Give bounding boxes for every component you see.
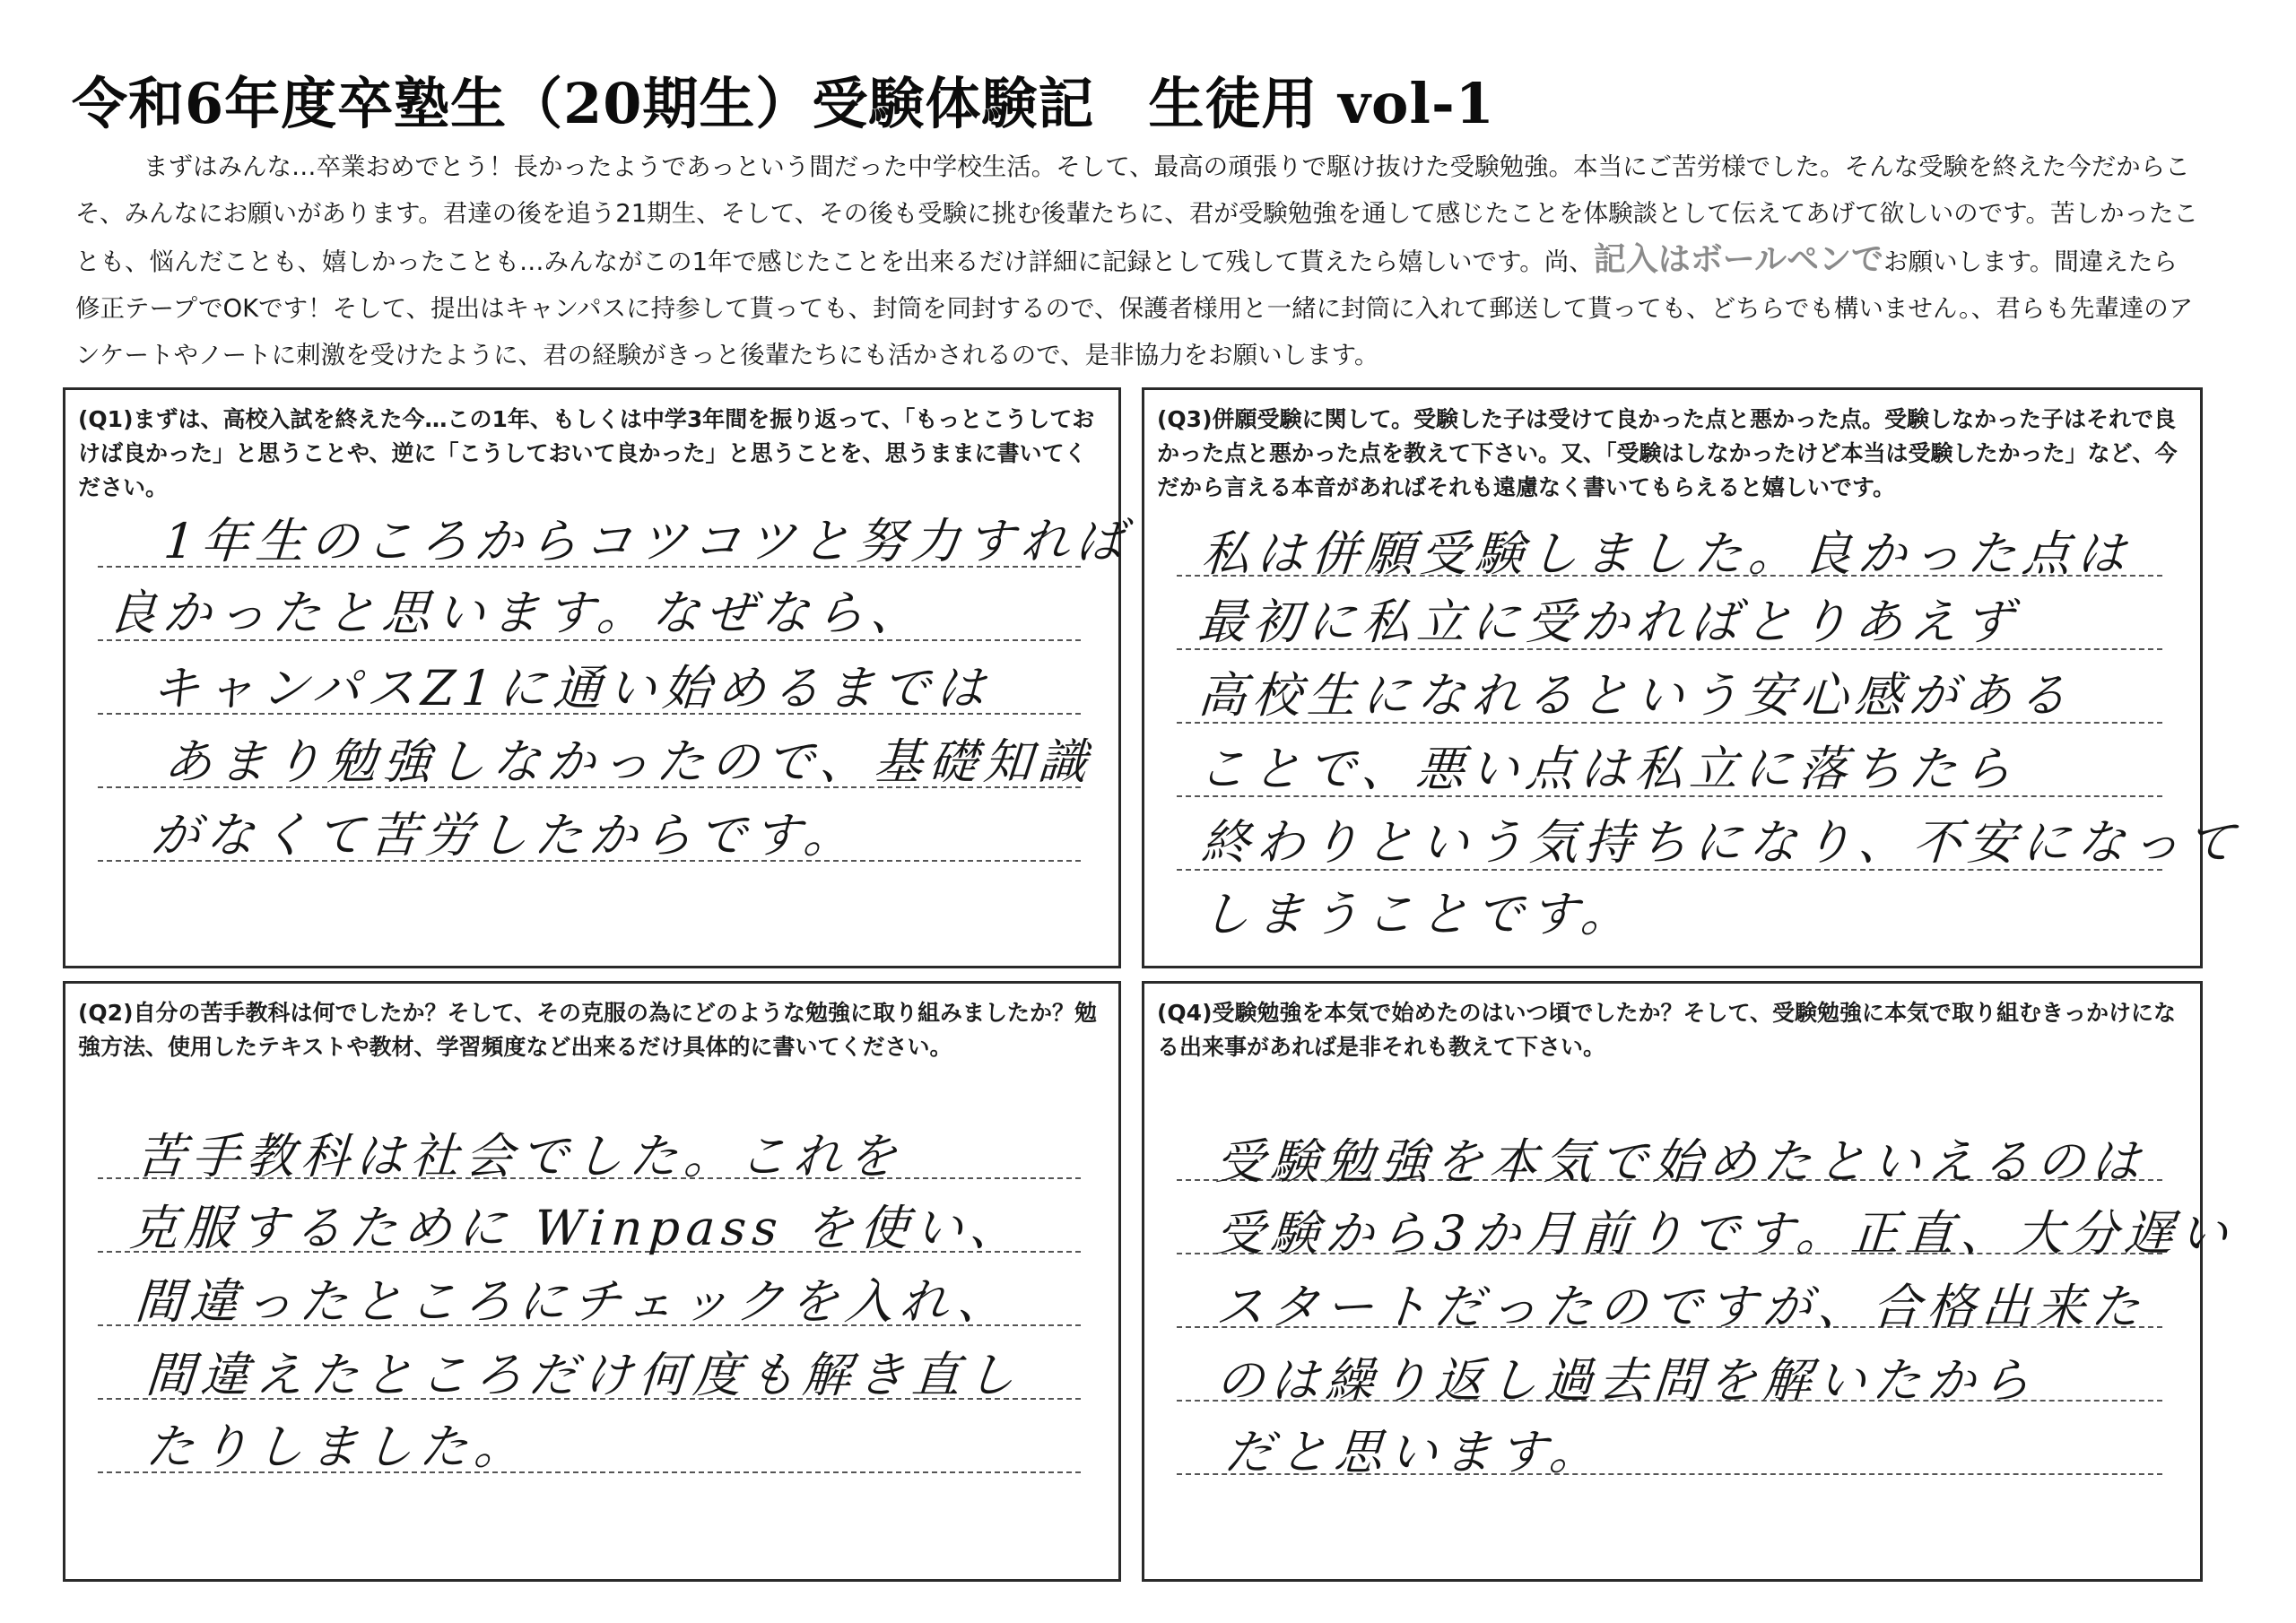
q4-box (1142, 981, 2236, 1582)
q1-answer-line-4: あまり勉強しなかったので、基礎知識 (161, 733, 1095, 790)
q2-answer-line-4: 間違えたところだけ何度も解き直し (144, 1347, 1023, 1403)
q4-answer-line-1: 受験勉強を本気で始めたといえるのは (1213, 1133, 2148, 1190)
q4-answer-line-4: のは繰り返し過去問を解いたから (1213, 1352, 2039, 1409)
q3-answer-line-1: 私は併願受験しました。良かった点は (1199, 525, 2134, 582)
q3-question: (Q3)併願受験に関して。受験した子は受けて良かった点と悪かった点。受験しなかった子はそれで良かった点と悪かった点を教えて下さい。又、「受験はしなかったけど本当は受験したかった」など、今だから言える本音があればそれも遠慮なく書いてもらえると嬉しいです。 (1157, 406, 2178, 500)
q1-box (63, 387, 1133, 968)
q4-question: (Q4)受験勉強を本気で始めたのはいつ頃でしたか？そして、受験勉強に本気で取り組むきっかけになる出来事があれば是非それも教えて下さい。 (1157, 1000, 2177, 1060)
q4-answer-line-5: だと思います。 (1222, 1424, 1606, 1480)
intro-emphasis-tail: で (1851, 241, 1884, 278)
q3-answer-line-3: 高校生になれるという安心感がある (1196, 667, 2075, 724)
intro-emphasis: 記入はボールペン (1593, 241, 1852, 278)
q2-box (63, 981, 1121, 1582)
q4-answer-line-2: 受験から3か月前りです。正直、大分遅い (1213, 1205, 2236, 1262)
q3-answer-line-6: しまうことです。 (1199, 886, 1638, 942)
q1-answer-line-2: 良かったと思います。なぜなら、 (106, 585, 927, 641)
title-sub: 生徒用 vol-1 (1148, 71, 1495, 136)
intro-text-before: まずはみんな…卒業おめでとう！長かったようであっという間だった中学校生活。そして、最高の頑張りで駆け抜けた受験勉強。本当にご苦労様でした。そんな受験を終えた今だからこそ、みんなにお願いがあります。君達の後を追う21期生、そして、その後も受験に挑む後輩たちに、君が受験勉強を通して感じたことを体験談として伝えてあげて欲しいのです。苦しかったことも、悩んだことも、嬉しかったことも…みんながこの1年で感じたことを出来るだけ詳細に記録として残して貰えたら嬉しいです。尚、 (75, 152, 2198, 276)
q1-answer-line-3: キャンパスZ1に通い始めるまでは (149, 660, 994, 716)
q1-answer-line-1: 1年生のころからコツコツと努力すれば (161, 513, 1133, 569)
q3-answer-line-5: 終わりという気持ちになり、不安になって (1199, 814, 2243, 871)
q2-answer-line-5: たりしました。 (144, 1419, 531, 1475)
q3-answer-line-2: 最初に私立に受かればとりあえず (1196, 594, 2021, 650)
intro-paragraph (75, 143, 2201, 378)
q2-answer-line-1: 苦手教科は社会でした。これを (135, 1128, 905, 1185)
q2-question: (Q2)自分の苦手教科は何でしたか？そして、その克服の為にどのような勉強に取り組みましたか？勉強方法、使用したテキストや教材、学習頻度など出来るだけ具体的に書いてください。 (78, 1000, 1098, 1060)
q2-answer-line-2: 克服するために Winpass を使い、 (127, 1200, 1027, 1256)
title-main: 令和6年度卒塾生（20期生）受験体験記 (72, 71, 1095, 136)
q3-answer-line-4: ことで、悪い点は私立に落ちたら (1196, 741, 2020, 797)
q2-answer-line-3: 間違ったところにチェックを入れ、 (133, 1273, 1014, 1330)
q4-answer-line-3: スタートだったのですが、合格出来た (1213, 1279, 2148, 1335)
q1-answer-line-5: がなくて苦労したからです。 (149, 807, 861, 864)
page-title (72, 59, 1495, 139)
q3-box (1142, 387, 2243, 968)
q1-question: (Q1)まずは、高校入試を終えた今…この1年、もしくは中学3年間を振り返って、「もっとこうしておけば良かった」と思うことや、逆に「こうしておいて良かった」と思うことを、思うままに書いてください。 (78, 406, 1095, 500)
intro-text-after: お願いします。間違えたら修正テープでOKです！そして、提出はキャンパスに持参して貰っても、封筒を同封するので、保護者様用と一緒に封筒に入れて郵送して貰っても、どちらでも構いません。、君らも先輩達のアンケートやノートに刺激を受けたように、君の経験がきっと後輩たちにも活かされるので、是非協力をお願いします。 (75, 247, 2194, 369)
